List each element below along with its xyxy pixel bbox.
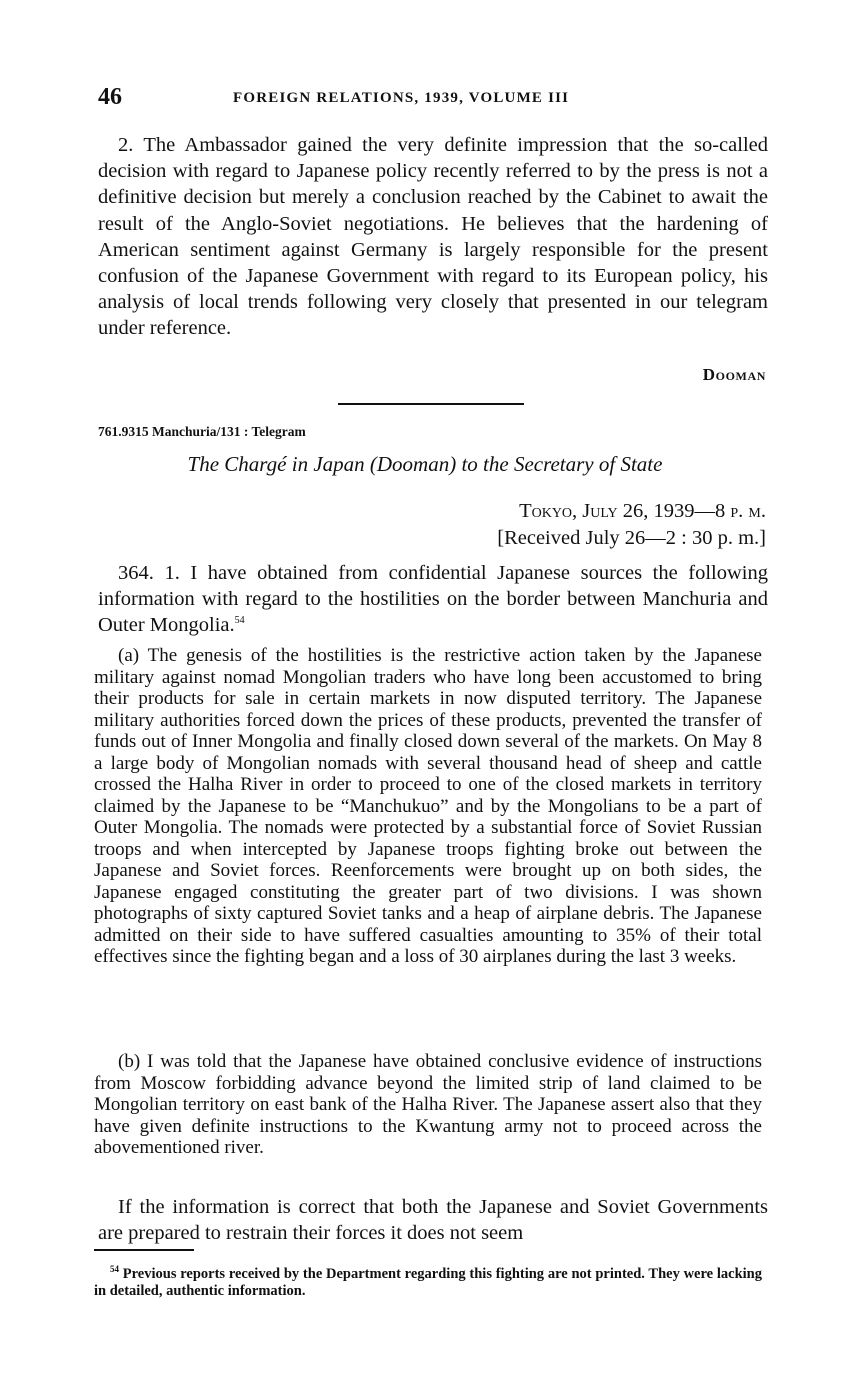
footnote-text: Previous reports received by the Department regarding this fighting are not printed. They were lacking in detailed, authentic information. xyxy=(94,1266,762,1299)
document-title: The Chargé in Japan (Dooman) to the Secretary of State xyxy=(187,452,663,476)
signature-dooman: Dooman xyxy=(702,365,766,384)
opening-paragraph xyxy=(98,560,768,639)
section-divider xyxy=(338,403,524,405)
footnote-reference: 54 xyxy=(234,615,245,627)
dateline-received: [Received July 26—2 : 30 p. m.] xyxy=(497,527,766,549)
paragraph-b: (b) I was told that the Japanese have obtained conclusive evidence of instructions from Moscow forbidding advance beyond the limited strip of land claimed to be Mongolian territory on east bank of the Halha River. The Japanese assert also that they have given definite instructions to the Kwantung army not to proceed across the abovementioned river. xyxy=(94,1051,762,1158)
ambassador-paragraph: 2. The Ambassador gained the very definite impression that the so-called decision with regard to Japanese policy recently referred to by the press is not a definitive decision but merely a conclusion reached by the Cabinet to await the result of the Anglo-Soviet negotiations. He believes that the hardening of American sentiment against Germany is largely responsible for the present confusion of the Japanese Government with regard to its European policy, his analysis of local trends following very closely that presented in our telegram under reference. xyxy=(98,134,768,340)
running-head: FOREIGN RELATIONS, 1939, VOLUME III xyxy=(233,90,570,106)
footnote-rule xyxy=(94,1249,194,1251)
footnote xyxy=(94,1266,762,1300)
dateline-place-date: Tokyo, July 26, 1939—8 p. m. xyxy=(519,500,766,522)
closing-paragraph: If the information is correct that both the Japanese and Soviet Governments are prepared to restrain their forces it does not seem xyxy=(98,1196,768,1245)
opening-paragraph-text: 364. 1. I have obtained from confidential Japanese sources the following information with regard to the hostilities on the border between Manchuria and Outer Mongolia. xyxy=(98,562,768,637)
page-header xyxy=(98,84,768,114)
file-number: 761.9315 Manchuria/131 : Telegram xyxy=(98,424,306,439)
footnote-marker: 54 xyxy=(110,1264,119,1275)
paragraph-a: (a) The genesis of the hostilities is the restrictive action taken by the Japanese military against nomad Mongolian traders who have long been accustomed to bring their products for sale in certain markets in now disputed territory. The Japanese military authorities forced down the prices of these products, prevented the transfer of funds out of Inner Mongolia and finally closed down several of the markets. On May 8 a large body of Mongolian nomads with several thousand head of sheep and cattle crossed the Halha River in order to proceed to one of the closed markets in territory claimed by the Japanese to be “Manchukuo” and by the Mongolians to be a part of Outer Mongolia. The nomads were protected by a substantial force of Soviet Russian troops and when intercepted by Japanese troops fighting broke out between the Japanese and Soviet forces. Reenforcements were brought up on both sides, the Japanese engaged constituting the greater part of two divisions. I was shown photographs of sixty captured Soviet tanks and a heap of airplane debris. The Japanese admitted on their side to have suffered casualties amounting to 35% of their total effectives since the fighting began and a loss of 30 airplanes during the last 3 weeks. xyxy=(94,645,762,967)
page-number: 46 xyxy=(98,84,122,110)
